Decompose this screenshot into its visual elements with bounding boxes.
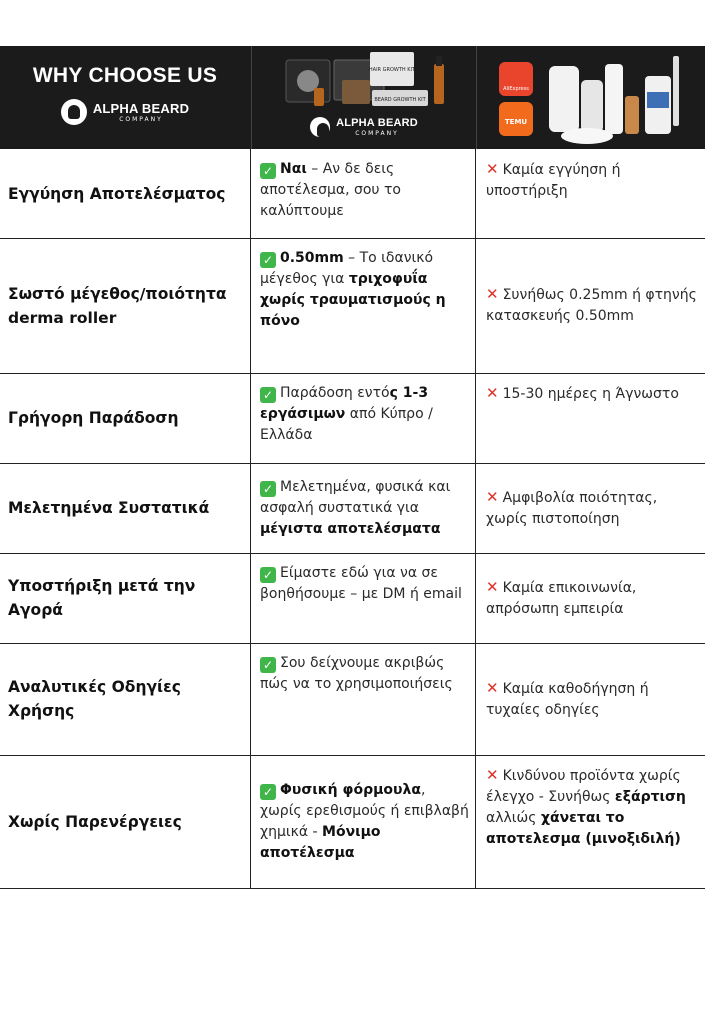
check-icon: ✓ bbox=[260, 657, 276, 673]
check-icon: ✓ bbox=[260, 567, 276, 583]
competitor-products-image bbox=[477, 46, 705, 149]
table-row bbox=[0, 373, 705, 464]
check-icon: ✓ bbox=[260, 252, 276, 268]
feature-label: Χωρίς Παρενέργειες bbox=[8, 812, 182, 831]
our-value-text: Ναι bbox=[280, 161, 307, 177]
our-value-text: Παράδοση εντό bbox=[280, 385, 390, 401]
our-value-text: – Αν δε δεις αποτέλεσμα, σου το καλύπτουμε bbox=[260, 161, 401, 219]
competitor-value-text: Καμία επικοινωνία, απρόσωπη εμπειρία bbox=[486, 579, 637, 617]
competitor-value-text: Συνήθως 0.25mm ή φτηνής κατασκευής 0.50mm bbox=[486, 287, 697, 324]
competitor-value-text: Αμφιβολία ποιότητας, χωρίς πιστοποίηση bbox=[486, 489, 658, 527]
brand-logo bbox=[0, 99, 250, 125]
feature-label: Σωστό μέγεθος/ποιότητα derma roller bbox=[8, 284, 227, 327]
cross-icon: ✕ bbox=[486, 577, 499, 596]
competitor-value-cell bbox=[475, 463, 705, 553]
competitor-value-cell bbox=[475, 643, 705, 755]
our-value-text: , χωρίς ερεθισμούς ή επιβλαβή χημικά - bbox=[260, 781, 469, 840]
brand-sub-small: COMPANY bbox=[355, 129, 399, 137]
our-value-text: – Το ιδανικό μέγεθος για bbox=[260, 250, 434, 287]
our-value-text: Είμαστε εδώ για να σε βοηθήσουμε – με DM ή email bbox=[260, 565, 462, 602]
our-value-text: μέγιστα αποτελέσματα bbox=[260, 520, 441, 537]
check-icon: ✓ bbox=[260, 163, 276, 179]
our-value-text: τριχοφυΐα χωρίς τραυματισμούς η πόνο bbox=[260, 271, 446, 329]
feature-label: Εγγύηση Αποτελέσματος bbox=[8, 184, 226, 203]
table-row bbox=[0, 643, 705, 756]
brand-logo-small bbox=[252, 117, 476, 137]
page-title: WHY CHOOSE US bbox=[32, 64, 218, 87]
competitor-value-cell bbox=[475, 373, 705, 463]
cross-icon: ✕ bbox=[486, 384, 499, 402]
header-bar bbox=[0, 46, 705, 149]
beard-man-icon bbox=[61, 99, 87, 125]
competitor-value-text: χάνεται το αποτελεσμα (μινοξιδιλή) bbox=[486, 810, 681, 847]
brand-sub: COMPANY bbox=[119, 115, 163, 123]
our-value-text: ς 1-3 εργάσιμων bbox=[260, 385, 429, 422]
table-row bbox=[0, 149, 705, 239]
product-label-hair: HAIR GROWTH KIT bbox=[368, 67, 416, 73]
check-icon: ✓ bbox=[260, 481, 276, 497]
check-icon: ✓ bbox=[260, 387, 276, 403]
competitor-value-cell bbox=[475, 553, 705, 643]
our-value-text: από Κύπρο / Ελλάδα bbox=[260, 406, 433, 443]
beard-man-icon bbox=[310, 117, 330, 137]
table-row bbox=[0, 553, 705, 644]
table-row bbox=[0, 463, 705, 554]
our-value-text: Μελετημένα, φυσικά και ασφαλή συστατικά για bbox=[260, 478, 451, 516]
our-value-cell bbox=[250, 463, 475, 553]
feature-label: Υποστήριξη μετά την Αγορά bbox=[8, 577, 196, 619]
competitor-cell bbox=[476, 46, 705, 149]
competitor-value-text: Καμία εγγύηση ή υποστήριξη bbox=[486, 162, 621, 199]
our-value-text: Μόνιμο αποτέλεσμα bbox=[260, 823, 381, 861]
cross-icon: ✕ bbox=[486, 285, 499, 303]
our-value-cell bbox=[250, 149, 475, 238]
aliexpress-badge: AliExpress bbox=[503, 86, 529, 92]
feature-label: Γρήγορη Παράδοση bbox=[8, 409, 179, 427]
our-value-text: 0.50mm bbox=[280, 250, 344, 266]
our-products-cell bbox=[251, 46, 476, 149]
competitor-value-text: εξάρτιση bbox=[614, 789, 686, 805]
cross-icon: ✕ bbox=[486, 487, 499, 506]
our-value-text: Σου δείχνουμε ακριβώς πώς να το χρησιμοποιήσεις bbox=[260, 655, 453, 692]
feature-label: Αναλυτικές Οδηγίες Χρήσης bbox=[8, 678, 181, 720]
temu-badge: TEMU bbox=[504, 118, 528, 126]
competitor-value-text: Καμία καθοδήγηση ή τυχαίες οδηγίες bbox=[486, 680, 649, 718]
our-value-cell bbox=[250, 238, 475, 373]
our-value-cell bbox=[250, 755, 475, 888]
check-icon: ✓ bbox=[260, 784, 276, 800]
brand-name-small: ALPHA BEARD bbox=[336, 116, 418, 129]
competitor-value-cell bbox=[475, 238, 705, 373]
our-value-cell bbox=[250, 553, 475, 643]
cross-icon: ✕ bbox=[486, 160, 499, 178]
cross-icon: ✕ bbox=[486, 678, 499, 697]
feature-label: Μελετημένα Συστατικά bbox=[8, 499, 210, 517]
cross-icon: ✕ bbox=[486, 766, 499, 784]
competitor-value-cell bbox=[475, 755, 705, 888]
competitor-value-cell bbox=[475, 149, 705, 238]
product-label-beard: BEARD GROWTH KIT bbox=[374, 97, 426, 103]
table-row bbox=[0, 238, 705, 374]
header-title-cell bbox=[0, 46, 250, 149]
brand-name: ALPHA BEARD bbox=[92, 100, 190, 116]
our-value-cell bbox=[250, 373, 475, 463]
competitor-value-text: αλλιώς bbox=[486, 810, 541, 826]
table-row bbox=[0, 755, 705, 889]
our-value-text: Φυσική φόρμουλα bbox=[280, 781, 421, 798]
our-value-cell bbox=[250, 643, 475, 755]
competitor-value-text: Κινδύνου προϊόντα χωρίς έλεγχο - Συνήθως bbox=[486, 768, 681, 805]
competitor-value-text: 15-30 ημέρες η Άγνωστο bbox=[502, 386, 679, 402]
